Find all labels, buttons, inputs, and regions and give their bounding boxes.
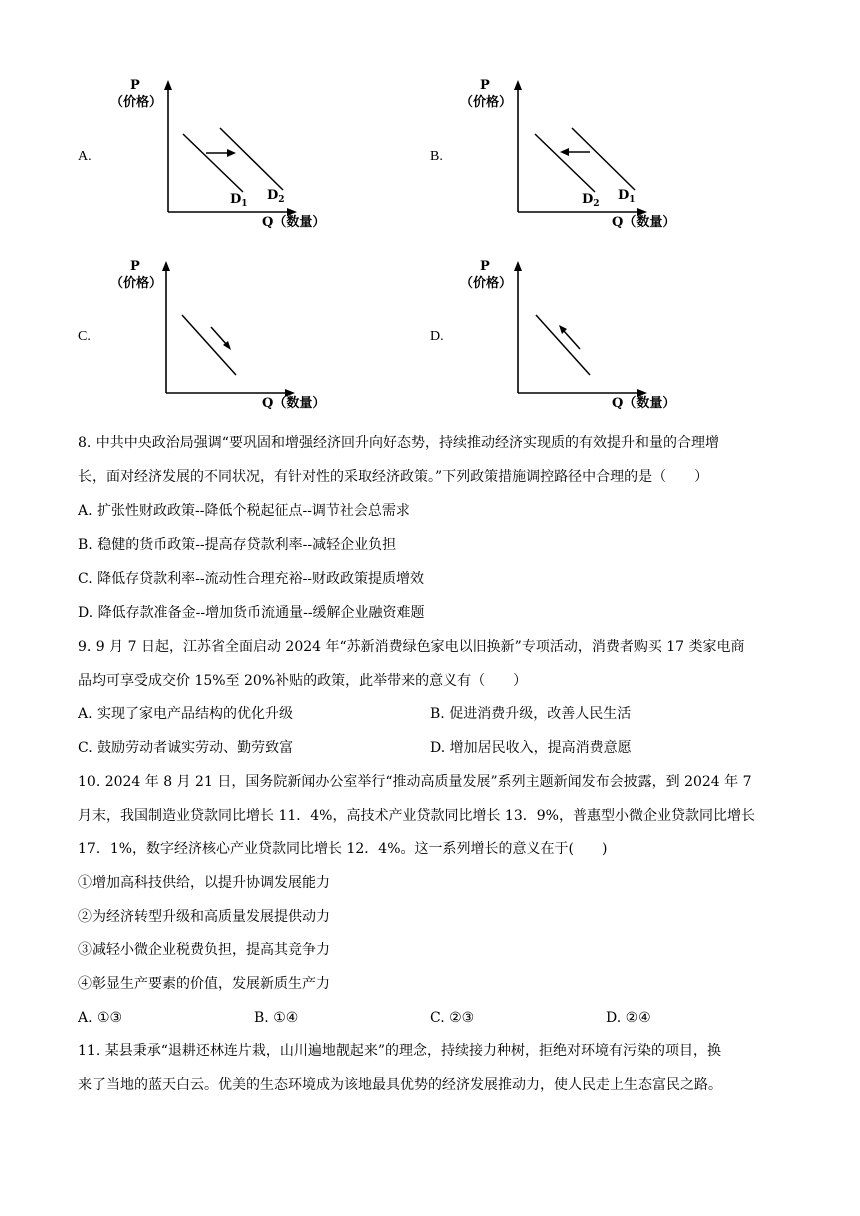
q9-option-c[interactable]: C. 鼓励劳动者诚实劳动、勤劳致富	[78, 740, 294, 756]
q10-option-c[interactable]: C. ②③	[430, 1010, 475, 1026]
y-axis-label: P	[130, 259, 140, 274]
x-axis-label: Q（数量）	[262, 396, 326, 411]
q10-statement-3: ③减轻小微企业税费负担，提高其竞争力	[78, 942, 330, 958]
y-axis-label: P	[130, 78, 140, 93]
demand-curve-d2	[220, 128, 283, 190]
y-axis-unit: （价格）	[460, 95, 513, 110]
option-c-letter: C.	[78, 329, 91, 344]
curve-label-1: $D_2$	[582, 192, 600, 209]
curve-label-2: $D_1$	[618, 188, 636, 205]
q10-statement-2: ②为经济转型升级和高质量发展提供动力	[78, 909, 330, 925]
curve-label-2: $D_2$	[267, 188, 285, 205]
movement-arrow	[564, 331, 580, 349]
demand-curve-d1	[572, 128, 635, 190]
q8-option-a[interactable]: A. 扩张性财政政策--降低个税起征点--调节社会总需求	[78, 503, 410, 519]
q10-option-a[interactable]: A. ①③	[78, 1010, 123, 1026]
y-axis-label: P	[480, 259, 490, 274]
graph-d	[460, 259, 680, 429]
movement-arrow	[211, 327, 227, 345]
q8-stem-line1: 8. 中共中央政治局强调“要巩固和增强经济回升向好态势，持续推动经济实现质的有效提升和量的合理增	[78, 435, 719, 451]
graph-a	[110, 78, 330, 248]
option-a-letter: A.	[78, 149, 92, 164]
demand-curve	[536, 315, 590, 375]
q9-stem-line1: 9. 9 月 7 日起，江苏省全面启动 2024 年“苏新消费绿色家电以旧换新”专项活动，消费者购买 17 类家电商	[78, 639, 745, 655]
q9-stem-line2: 品均可享受成交价 15%至 20%补贴的政策，此举带来的意义有（ ）	[78, 673, 528, 689]
x-axis-label: Q（数量）	[612, 215, 676, 230]
q10-stem-line1: 10. 2024 年 8 月 21 日，国务院新闻办公室举行“推动高质量发展”系列主题新闻发布会披露，到 2024 年 7	[78, 774, 752, 790]
q8-stem-line2: 长，面对经济发展的不同状况，有针对性的采取经济政策。”下列政策措施调控路径中合理的是（ ）	[78, 469, 709, 485]
q8-option-c[interactable]: C. 降低存贷款利率--流动性合理充裕--财政政策提质增效	[78, 571, 425, 587]
y-axis-unit: （价格）	[110, 95, 163, 110]
q10-stem-line3: 17．1%，数字经济核心产业贷款同比增长 12．4%。这一系列增长的意义在于( )	[78, 841, 608, 857]
q9-option-a[interactable]: A. 实现了家电产品结构的优化升级	[78, 706, 294, 722]
graph-c	[110, 259, 330, 429]
q10-statement-1: ①增加高科技供给，以提升协调发展能力	[78, 875, 330, 891]
q9-option-d[interactable]: D. 增加居民收入，提高消费意愿	[430, 740, 632, 756]
q10-option-d[interactable]: D. ②④	[606, 1010, 651, 1026]
q8-option-d[interactable]: D. 降低存款准备金--增加货币流通量--缓解企业融资难题	[78, 605, 425, 621]
x-axis-label: Q（数量）	[612, 396, 676, 411]
q11-stem-line1: 11. 某县秉承“退耕还林连片栽，山川遍地靓起来”的理念，持续接力种树，拒绝对环境有污染的项目，换	[78, 1043, 722, 1059]
q10-stem-line2: 月末，我国制造业贷款同比增长 11．4%，高技术产业贷款同比增长 13．9%，普惠型小微企业贷款同比增长	[78, 808, 755, 824]
option-b-letter: B.	[430, 149, 443, 164]
q11-stem-line2: 来了当地的蓝天白云。优美的生态环境成为该地最具优势的经济发展推动力，使人民走上生态富民之路。	[78, 1077, 722, 1093]
q8-option-b[interactable]: B. 稳健的货币政策--提高存贷款利率--减轻企业负担	[78, 537, 397, 553]
q10-option-b[interactable]: B. ①④	[254, 1010, 299, 1026]
y-axis-label: P	[480, 78, 490, 93]
y-axis-unit: （价格）	[460, 276, 513, 291]
curve-label-1: $D_1$	[230, 192, 248, 209]
y-axis-unit: （价格）	[110, 276, 163, 291]
q10-statement-4: ④彰显生产要素的价值，发展新质生产力	[78, 976, 330, 992]
q9-option-b[interactable]: B. 促进消费升级，改善人民生活	[430, 706, 632, 722]
graph-b	[460, 78, 680, 248]
x-axis-label: Q（数量）	[262, 215, 326, 230]
option-d-letter: D.	[430, 329, 444, 344]
